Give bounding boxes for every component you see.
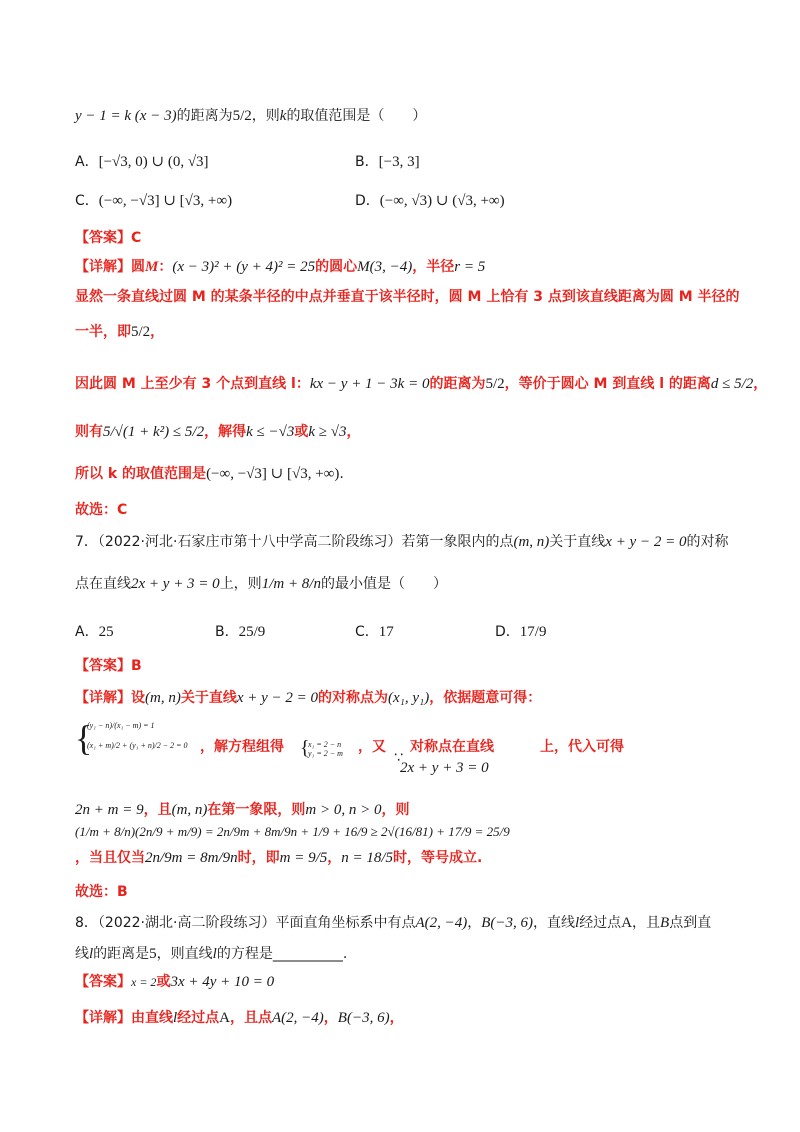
q7-conclusion: 故选：B — [75, 884, 128, 900]
because-symbol: ∵ — [394, 750, 403, 766]
q6-detail-line-5: 则有5/√(1 + k²) ≤ 5/2，解得k ≤ −√3或k ≥ √3， — [75, 424, 361, 440]
answer-blank: __________ — [272, 946, 343, 962]
q7-option-d: D．17/9 — [495, 624, 547, 640]
q7-detail-line-2b: ，又 — [358, 739, 386, 755]
q6-option-c: C．(−∞, −√3] ∪ [√3, +∞) — [75, 193, 233, 209]
q7-detail-line-2-eq: 2x + y + 3 = 0 — [400, 760, 489, 776]
q7-detail-line-3: 2n + m = 9，且(m, n)在第一象限，则m > 0, n > 0，则 — [75, 802, 410, 818]
q6-detail-line-2: 显然一条直线过圆 M 的某条半径的中点并垂直于该半径时，圆 M 上恰有 3 点到该直线距离为圆 M 半径的 — [75, 289, 740, 305]
q7-detail-line-2a: ，解方程组得 — [200, 739, 284, 755]
q6-conclusion: 故选：C — [75, 502, 128, 518]
q7-detail-line-1: 【详解】设(m, n)关于直线x + y − 2 = 0的对称点为(x₁, y₁)，依据题意可得： — [75, 690, 542, 706]
q6-stem-tail: y − 1 = k (x − 3)的距离为5/2，则k的取值范围是（ ） — [75, 108, 427, 124]
q6-option-d: D．(−∞, √3) ∪ (√3, +∞) — [355, 193, 505, 209]
q8-detail-line-1: 【详解】由直线l经过点A，且点A(2, −4)，B(−3, 6)， — [75, 1010, 404, 1026]
q8-answer: 【答案】x = 2或3x + 4y + 10 = 0 — [75, 974, 275, 990]
q7-detail-line-2c: 对称点在直线 — [410, 739, 494, 755]
q7-stem-line-2: 点在直线2x + y + 3 = 0上，则1/m + 8/n的最小值是（ ） — [75, 576, 447, 592]
q6-option-b: B．[−3, 3] — [355, 154, 420, 170]
q7-detail-line-2d: 上，代入可得 — [540, 739, 624, 755]
q7-detail-inequality-chain: (1/m + 8/n)(2n/9 + m/9) = 2n/9m + 8m/9n + 1/9 + 16/9 ≥ 2√(16/81) + 17/9 = 25/9 — [75, 824, 510, 839]
q6-detail-line-4: 因此圆 M 上至少有 3 个点到直线 l：kx − y + 1 − 3k = 0的距离为5/2，等价于圆心 M 到直线 l 的距离d ≤ 5/2， — [75, 376, 768, 392]
q6-answer: 【答案】C — [75, 230, 142, 246]
q7-answer: 【答案】B — [75, 658, 142, 674]
q6-detail-line-6: 所以 k 的取值范围是(−∞, −√3] ∪ [√3, +∞). — [75, 466, 344, 482]
q7-option-b: B．25/9 — [215, 624, 266, 640]
q7-stem-line-1: 7．（2022·河北·石家庄市第十八中学高二阶段练习）若第一象限内的点(m, n)关于直线x + y − 2 = 0的对称 — [75, 534, 729, 550]
q7-detail-line-4: ，当且仅当2n/9m = 8m/9n时，即m = 9/5，n = 18/5时，等号成立. — [75, 850, 483, 866]
q6-detail-line-3: 一半，即5/2， — [75, 324, 165, 340]
q6-detail-line-1: 【详解】圆M：(x − 3)² + (y + 4)² = 25的圆心M(3, −4)，半径r = 5 — [75, 259, 486, 275]
q8-stem-line-2: 线l的距离是5，则直线l的方程是__________. — [75, 946, 348, 962]
q6-option-a: A．[−√3, 0) ∪ (0, √3] — [75, 154, 209, 170]
q7-option-a: A．25 — [75, 624, 114, 640]
q7-option-c: C．17 — [355, 624, 394, 640]
q8-stem-line-1: 8．（2022·湖北·高二阶段练习）平面直角坐标系中有点A(2, −4)，B(−3, 6)，直线l经过点A，且B点到直 — [75, 915, 712, 931]
